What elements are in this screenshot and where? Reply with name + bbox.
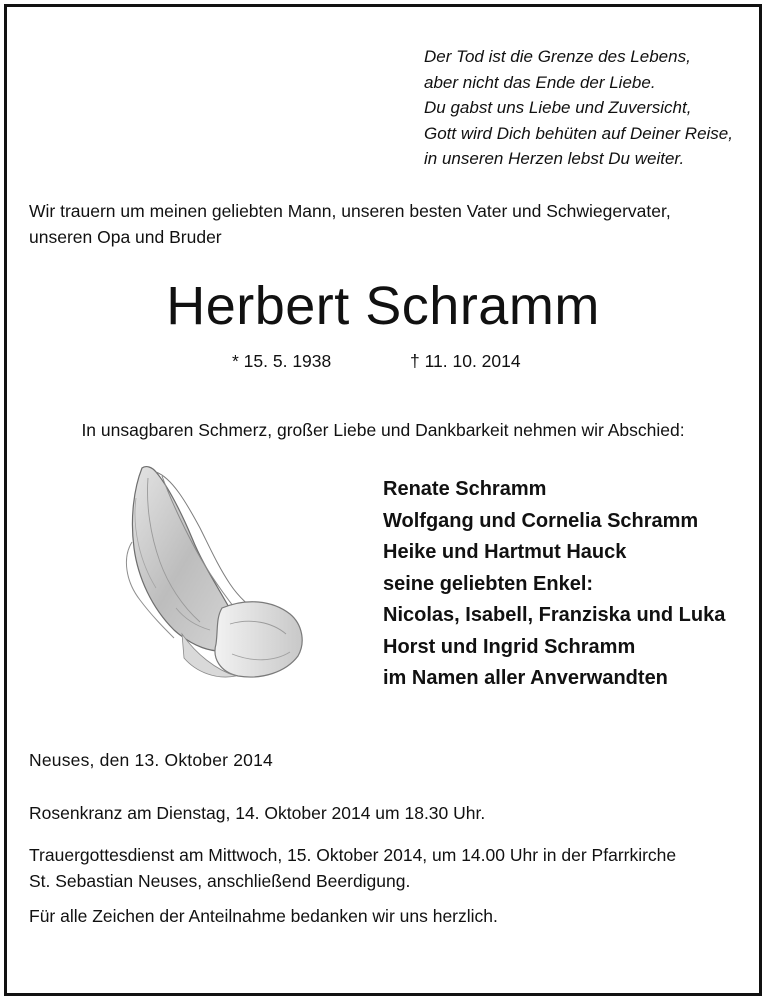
thanks-line (29, 903, 498, 929)
poem-line: in unseren Herzen lebst Du weiter. (424, 149, 685, 168)
rosary-info (29, 800, 485, 826)
mourner-line: Horst und Ingrid Schramm (383, 635, 636, 658)
mourner-line: Nicolas, Isabell, Franziska und Luka (383, 604, 726, 626)
service-line: St. Sebastian Neuses, anschließend Beerdigung. (29, 871, 411, 891)
poem-line: Der Tod ist die Grenze des Lebens, (424, 47, 691, 66)
mourner-line: Wolfgang und Cornelia Schramm (383, 509, 699, 532)
service-line: Trauergottesdienst am Mittwoch, 15. Oktober 2014, um 14.00 Uhr in der Pfarrkirche (29, 845, 677, 865)
poem (424, 44, 733, 172)
mourner-line: im Namen aller Anverwandten (383, 667, 668, 689)
poem-line: Du gabst uns Liebe und Zuversicht, (424, 98, 692, 117)
mourner-list (383, 474, 725, 695)
funeral-service-info (29, 842, 676, 894)
intro-line: unseren Opa und Bruder (29, 227, 222, 247)
intro-line: Wir trauern um meinen geliebten Mann, unseren besten Vater und Schwiegervater, (29, 201, 671, 221)
poem-line: aber nicht das Ende der Liebe. (424, 72, 656, 92)
death-date: † 11. 10. 2014 (410, 351, 521, 371)
praying-hands-icon (112, 458, 312, 698)
poem-line: Gott wird Dich behüten auf Deiner Reise, (424, 123, 733, 143)
birth-date: * 15. 5. 1938 (232, 351, 332, 371)
rosary-text: Rosenkranz am Dienstag, 14. Oktober 2014 um 18.30 Uhr. (29, 803, 486, 823)
thanks-text: Für alle Zeichen der Anteilnahme bedanken wir uns herzlich. (29, 906, 498, 926)
farewell-line: In unsagbaren Schmerz, großer Liebe und Dankbarkeit nehmen wir Abschied: (81, 420, 685, 440)
mourner-line: Heike und Hartmut Hauck (383, 541, 627, 563)
mourner-line: seine geliebten Enkel: (383, 572, 594, 595)
mourner-line: Renate Schramm (383, 478, 547, 500)
deceased-name: Herbert Schramm (166, 276, 600, 336)
place-date-text: Neuses, den 13. Oktober 2014 (29, 750, 273, 770)
place-date (29, 747, 273, 773)
intro-text (29, 198, 671, 250)
